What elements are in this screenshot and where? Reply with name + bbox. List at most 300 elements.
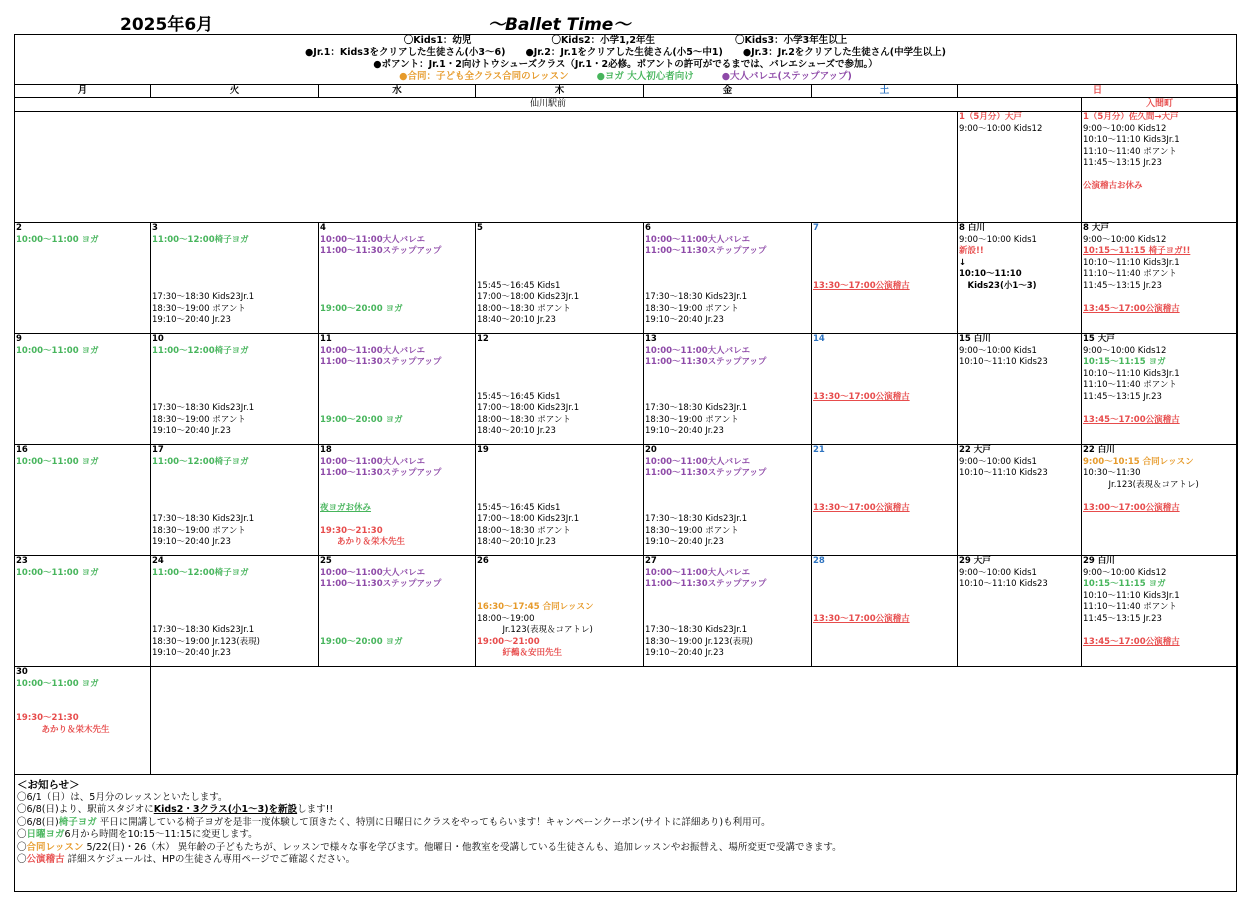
schedule-line: 9:00〜10:00 Kids12 (1083, 234, 1167, 245)
day-cell (1082, 556, 1238, 667)
day-label: 11 (320, 334, 332, 344)
schedule-line (152, 591, 318, 603)
day-cell (476, 334, 644, 445)
schedule-line: 18:40〜20:10 Jr.23 (477, 426, 556, 436)
schedule-line: 10:10〜11:10 Kids23 (959, 468, 1048, 478)
day-label: 10 (152, 334, 164, 344)
day-label: 22 白川 (1083, 445, 1115, 455)
schedule-line: 19:00〜20:00 ヨガ (320, 636, 403, 647)
day-cell (644, 556, 812, 667)
schedule-line (16, 690, 150, 702)
schedule-line: 9:00〜10:00 Kids1 (959, 345, 1037, 356)
schedule-line: 19:10〜20:40 Jr.23 (152, 315, 231, 325)
schedule-line: 18:30〜19:00 Jr.123(表現) (645, 636, 753, 647)
schedule-line: 15:45〜16:45 Kids1 (477, 391, 561, 402)
schedule-line (813, 269, 957, 281)
schedule-line (477, 369, 643, 381)
schedule-line: 10:00〜11:00大人バレエ (645, 456, 751, 467)
week-row (15, 334, 1238, 445)
schedule-line: 11:00〜12:00椅子ヨガ (152, 345, 249, 356)
schedule-line (645, 392, 811, 404)
schedule-line (645, 480, 811, 492)
schedule-line: 18:00〜18:30 ポアント (477, 414, 571, 425)
schedule-line: 10:15〜11:15 ヨガ (1083, 579, 1166, 589)
schedule-line (477, 357, 643, 369)
schedule-line: 11:00〜11:30ステップアップ (645, 357, 767, 367)
schedule-line: 13:45〜17:00公演稽古 (1083, 303, 1180, 314)
schedule-line: 10:00〜11:00 ヨガ (16, 234, 99, 245)
legend-joint: ●合同：子ども全クラス合同のレッスン (399, 71, 569, 82)
schedule-line: 19:30〜21:30 (16, 713, 79, 723)
day-cell (151, 556, 319, 667)
schedule-line: 夜ヨガお休み (320, 502, 372, 513)
schedule-line (320, 281, 475, 293)
schedule-line: 11:00〜11:30ステップアップ (320, 468, 442, 478)
schedule-line: 10:15〜11:15 椅子ヨガ!! (1083, 246, 1191, 256)
schedule-line (645, 602, 811, 614)
schedule-line (813, 468, 957, 480)
schedule-line: 9:00〜10:15 合同レッスン (1083, 456, 1194, 467)
week-row (15, 445, 1238, 556)
schedule-line: 19:30〜21:30 (320, 525, 383, 536)
schedule-line (152, 480, 318, 492)
schedule-line (813, 380, 957, 392)
day-cell (15, 334, 151, 445)
schedule-line: 10:00〜11:00大人バレエ (645, 345, 751, 356)
schedule-line: 18:30〜19:00 ポアント (152, 525, 246, 536)
schedule-line: 19:10〜20:40 Jr.23 (152, 426, 231, 436)
legend-yoga: ●ヨガ 大人初心者向け (596, 71, 694, 82)
notice-text: 〇 (17, 841, 27, 853)
schedule-line: 10:10〜11:10 (959, 269, 1022, 279)
notice-text: 〇 (17, 829, 27, 840)
legend-jr1: ●Jr.1：Kids3をクリアした生徒さん(小3〜6) (305, 47, 506, 58)
schedule-line (645, 491, 811, 503)
day-cell (958, 223, 1082, 334)
schedule-line (320, 602, 475, 614)
schedule-line: 10:10〜11:10 Kids23 (959, 579, 1048, 589)
week-row (15, 667, 1238, 775)
day-label: 29 大戸 (959, 556, 991, 566)
schedule-line: 公演稽古お休み (1083, 181, 1143, 191)
schedule-line: 9:00〜10:00 Kids12 (1083, 567, 1167, 578)
day-cell (958, 556, 1082, 667)
day-label: 16 (16, 445, 28, 455)
schedule-line (152, 614, 318, 626)
schedule-line: 19:10〜20:40 Jr.23 (645, 426, 724, 436)
schedule-line: 11:00〜11:30ステップアップ (320, 579, 442, 589)
schedule-line: 新設!! (959, 246, 984, 256)
schedule-line (320, 269, 475, 281)
schedule-line: 18:40〜20:10 Jr.23 (477, 315, 556, 325)
notice-text: 椅子ヨガ (58, 816, 97, 828)
day-cell (812, 334, 958, 445)
schedule-line: 13:30〜17:00公演稽古 (813, 280, 910, 291)
schedule-line: 11:00〜12:00椅子ヨガ (152, 456, 249, 467)
notice-text: 5/22(日)・26（木） 異年齢の子どもたちが、レッスンで様々な事を学びます。他曜日・他教室を受講している生徒さんも、追加レッスンやお振替え、場所変更で受講できます。 (83, 841, 842, 853)
schedule-line: 18:30〜19:00 ポアント (645, 303, 739, 314)
notice-text: 詳細スケジュールは、HPの生徒さん専用ページでご確認ください。 (64, 854, 356, 865)
day-cell (15, 223, 151, 334)
schedule-line: 13:00〜17:00公演稽古 (1083, 502, 1180, 513)
schedule-line: 18:30〜19:00 ポアント (152, 414, 246, 425)
location-row (15, 98, 1238, 112)
schedule-line (645, 380, 811, 392)
schedule-line: 15:45〜16:45 Kids1 (477, 502, 561, 513)
day-label: 3 (152, 223, 158, 233)
day-cell (1082, 445, 1238, 556)
day-cell (319, 556, 476, 667)
day-cell (1082, 112, 1238, 223)
weekday-wed: 水 (319, 85, 476, 98)
schedule-line: 16:30〜17:45 合同レッスン (477, 602, 594, 612)
week-row (15, 223, 1238, 334)
day-cell (958, 445, 1082, 556)
notice-line (17, 792, 1238, 805)
schedule-line (320, 625, 475, 637)
day-cell (15, 556, 151, 667)
schedule-line (152, 392, 318, 404)
day-label: 6 (645, 223, 651, 233)
schedule-line (645, 258, 811, 270)
schedule-line (477, 480, 643, 492)
schedule-line: 11:00〜11:30ステップアップ (320, 246, 442, 256)
schedule-line: 19:10〜20:40 Jr.23 (152, 648, 231, 658)
schedule-line: 13:30〜17:00公演稽古 (813, 502, 910, 513)
schedule-line: 10:00〜11:00大人バレエ (320, 234, 426, 245)
schedule-line (813, 369, 957, 381)
schedule-line: 10:00〜11:00大人バレエ (320, 345, 426, 356)
schedule-line (477, 579, 643, 591)
day-label: 1（5月分）大戸 (959, 112, 1022, 122)
schedule-line: 17:30〜18:30 Kids23Jr.1 (645, 514, 748, 524)
schedule-line: 10:00〜11:00大人バレエ (320, 456, 426, 467)
schedule-line (152, 491, 318, 503)
schedule-line: 11:10〜11:40 ポアント (1083, 146, 1177, 157)
schedule-line: 10:00〜11:00 ヨガ (16, 678, 99, 689)
schedule-line: 10:00〜11:00 ヨガ (16, 567, 99, 578)
schedule-line (645, 369, 811, 381)
day-label: 25 (320, 556, 332, 566)
schedule-line (477, 591, 643, 603)
schedule-line: 10:10〜11:10 Kids23 (959, 357, 1048, 367)
schedule-line: Jr.123(表現＆コアトレ) (477, 625, 593, 635)
schedule-line (645, 281, 811, 293)
day-label: 14 (813, 334, 825, 344)
schedule-line (320, 292, 475, 304)
schedule-line (813, 591, 957, 603)
schedule-line: 19:00〜21:00 (477, 636, 540, 647)
schedule-line: 17:30〜18:30 Kids23Jr.1 (645, 292, 748, 302)
schedule-line (813, 480, 957, 492)
schedule-line (813, 457, 957, 469)
schedule-line (320, 591, 475, 603)
schedule-line (477, 380, 643, 392)
location-sunday: 入間町 (1082, 98, 1238, 112)
legend-kids2: 〇Kids2：小学1,2年生 (551, 35, 655, 46)
schedule-line (320, 403, 475, 415)
schedule-line (152, 357, 318, 369)
schedule-line (152, 380, 318, 392)
schedule-line (477, 258, 643, 270)
schedule-line: 11:10〜11:40 ポアント (1083, 380, 1177, 390)
day-cell (1082, 334, 1238, 445)
legend-jr3: ●Jr.3：Jr.2をクリアした生徒さん(中学生以上) (742, 47, 946, 58)
notice-text: 〇6/1（日）は、5月分のレッスンといたします。 (17, 791, 228, 803)
schedule-line: 11:00〜11:30ステップアップ (645, 579, 767, 589)
schedule-line: 18:00〜19:00 (477, 613, 535, 624)
schedule-line: 9:00〜10:00 Kids1 (959, 567, 1037, 578)
schedule-line (320, 369, 475, 381)
schedule-line: 11:10〜11:40 ポアント (1083, 269, 1177, 279)
notice-text: 〇6/8(日) (17, 816, 59, 828)
day-label: 29 白川 (1083, 556, 1115, 566)
schedule-line: 11:00〜12:00椅子ヨガ (152, 234, 249, 245)
empty-cell (15, 112, 958, 223)
notice-text: 〇 (17, 854, 27, 865)
day-cell (958, 334, 1082, 445)
day-label: 26 (477, 556, 489, 566)
schedule-line: 11:45〜13:15 Jr.23 (1083, 280, 1162, 291)
week-row (15, 112, 1238, 223)
schedule-line: 17:00〜18:00 Kids23Jr.1 (477, 403, 580, 413)
day-label: 28 (813, 556, 825, 566)
schedule-line: 18:00〜18:30 ポアント (477, 303, 571, 314)
schedule-line: 17:30〜18:30 Kids23Jr.1 (152, 292, 255, 302)
schedule-line: 19:00〜20:00 ヨガ (320, 303, 403, 314)
schedule-line (645, 503, 811, 515)
day-cell (812, 445, 958, 556)
schedule-line (152, 579, 318, 591)
legend-kids3: 〇Kids3：小学3年生以上 (734, 35, 848, 46)
schedule-line: 11:00〜11:30ステップアップ (645, 468, 767, 478)
schedule-line (1083, 625, 1237, 637)
schedule-line (1083, 170, 1237, 182)
weekday-tue: 火 (151, 85, 319, 98)
schedule-line: 17:30〜18:30 Kids23Jr.1 (152, 514, 255, 524)
schedule-line (813, 579, 957, 591)
weekday-header-row (15, 85, 1238, 98)
schedule-line (320, 480, 475, 492)
schedule-line: 13:45〜17:00公演稽古 (1083, 414, 1180, 425)
schedule-line: 10:10〜11:10 Kids3Jr.1 (1083, 135, 1180, 145)
day-cell (319, 334, 476, 445)
notice-line (17, 804, 1238, 817)
notice-text: 〇6/8(日)より、駅前スタジオに (17, 804, 154, 815)
day-cell (476, 445, 644, 556)
day-cell (476, 223, 644, 334)
location-weekday: 仙川駅前 (15, 98, 1082, 112)
page-title-date: 2025年6月 (120, 15, 214, 35)
page-title: 〜Ballet Time〜 (488, 15, 631, 35)
schedule-line: あかり＆栄木先生 (320, 537, 406, 547)
day-cell (15, 445, 151, 556)
schedule-line (152, 258, 318, 270)
schedule-line: 19:10〜20:40 Jr.23 (645, 648, 724, 658)
schedule-line (16, 702, 150, 714)
day-label: 27 (645, 556, 657, 566)
schedule-line: 10:00〜11:00大人バレエ (645, 567, 751, 578)
day-label: 9 (16, 334, 22, 344)
day-label: 19 (477, 445, 489, 455)
notice-text: 6月から時間を10:15〜11:15に変更します。 (64, 829, 258, 840)
weekday-sat: 土 (812, 85, 958, 98)
schedule-line: 13:45〜17:00公演稽古 (1083, 636, 1180, 647)
day-cell (644, 334, 812, 445)
day-label: 1（5月分）佐久間→大戸 (1083, 112, 1179, 122)
schedule-line: 18:00〜18:30 ポアント (477, 525, 571, 536)
day-cell (644, 445, 812, 556)
schedule-line (320, 258, 475, 270)
schedule-line: 10:10〜11:10 Kids3Jr.1 (1083, 590, 1180, 601)
schedule-line (477, 235, 643, 247)
schedule-line: あかり＆栄木先生 (16, 724, 110, 735)
schedule-line (645, 614, 811, 626)
schedule-line: 10:00〜11:00大人バレエ (645, 234, 751, 245)
schedule-line (152, 369, 318, 381)
schedule-line: 19:00〜20:00 ヨガ (320, 414, 403, 425)
schedule-line: 10:00〜11:00 ヨガ (16, 456, 99, 467)
empty-cell (151, 667, 1238, 775)
schedule-line: 9:00〜10:00 Kids12 (1083, 345, 1167, 356)
schedule-line: 紆鵺＆安田先生 (477, 648, 563, 658)
schedule-line (477, 269, 643, 281)
schedule-line: Jr.123(表現＆コアトレ) (1083, 479, 1199, 490)
schedule-line: 9:00〜10:00 Kids12 (1083, 123, 1167, 134)
schedule-line (813, 235, 957, 247)
schedule-line: 11:00〜11:30ステップアップ (320, 357, 442, 367)
schedule-line: 19:10〜20:40 Jr.23 (645, 537, 724, 547)
schedule-line: 19:10〜20:40 Jr.23 (152, 537, 231, 547)
schedule-line (1083, 403, 1237, 415)
schedule-line (813, 357, 957, 369)
weekday-mon: 月 (15, 85, 151, 98)
schedule-line: 10:00〜11:00大人バレエ (320, 567, 426, 578)
day-label: 30 (16, 667, 28, 677)
day-label: 8 白川 (959, 223, 985, 233)
schedule-line (320, 514, 475, 526)
day-cell (319, 223, 476, 334)
notice-line (17, 842, 1238, 855)
schedule-line (1083, 292, 1237, 304)
day-label: 21 (813, 445, 825, 455)
schedule-line (152, 269, 318, 281)
schedule-line (477, 491, 643, 503)
schedule-line (152, 602, 318, 614)
schedule-line (320, 380, 475, 392)
day-label: 8 大戸 (1083, 223, 1109, 233)
schedule-line: 19:10〜20:40 Jr.23 (645, 315, 724, 325)
notice-line (17, 817, 1238, 830)
schedule-line (320, 614, 475, 626)
day-label: 15 大戸 (1083, 334, 1115, 344)
schedule-line (152, 281, 318, 293)
schedule-line: 17:00〜18:00 Kids23Jr.1 (477, 514, 580, 524)
weekday-sun: 日 (958, 85, 1238, 98)
day-cell (151, 334, 319, 445)
schedule-line (152, 468, 318, 480)
day-cell (812, 223, 958, 334)
schedule-line (813, 568, 957, 580)
notice-text: 公演稽古 (26, 854, 65, 865)
schedule-line (477, 568, 643, 580)
schedule-frame (14, 34, 1237, 892)
schedule-line: 11:00〜11:30ステップアップ (645, 246, 767, 256)
day-label: 7 (813, 223, 819, 233)
schedule-line (477, 246, 643, 258)
schedule-line: 10:10〜11:10 Kids3Jr.1 (1083, 368, 1180, 379)
schedule-line: 10:00〜11:00 ヨガ (16, 345, 99, 356)
day-label: 23 (16, 556, 28, 566)
schedule-line (477, 468, 643, 480)
legend-adult-ballet: ●大人バレエ(ステップアップ) (721, 71, 852, 82)
schedule-line (645, 269, 811, 281)
schedule-line (320, 491, 475, 503)
day-cell (476, 556, 644, 667)
week-row (15, 556, 1238, 667)
schedule-line: 17:30〜18:30 Kids23Jr.1 (645, 625, 748, 635)
schedule-line: ↓ (959, 257, 967, 268)
day-label: 4 (320, 223, 326, 233)
day-cell (812, 556, 958, 667)
weekday-thu: 木 (476, 85, 644, 98)
schedule-line: 11:45〜13:15 Jr.23 (1083, 391, 1162, 402)
day-cell (958, 112, 1082, 223)
class-legend (15, 35, 1236, 85)
schedule-line (152, 246, 318, 258)
schedule-line (813, 258, 957, 270)
schedule-line (1083, 491, 1237, 503)
legend-kids1: 〇Kids1：幼児 (403, 35, 472, 46)
notice-text: 日曜ヨガ (26, 829, 65, 840)
notice-line (17, 829, 1238, 842)
day-cell (319, 445, 476, 556)
calendar-table (14, 84, 1238, 775)
day-label: 20 (645, 445, 657, 455)
schedule-line: 18:30〜19:00 ポアント (645, 525, 739, 536)
notice-text: Kids2・3クラス(小1〜3)を新設 (153, 804, 298, 815)
schedule-line (813, 602, 957, 614)
notice-text: 合同レッスン (26, 841, 84, 853)
day-label: 22 大戸 (959, 445, 991, 455)
schedule-line: 10:10〜11:10 Kids3Jr.1 (1083, 257, 1180, 268)
schedule-line: 10:30〜11:30 (1083, 468, 1141, 478)
schedule-line (320, 392, 475, 404)
notice-text: します!! (297, 804, 334, 815)
schedule-line (152, 503, 318, 515)
day-cell (151, 445, 319, 556)
schedule-line: 18:30〜19:00 Jr.123(表現) (152, 636, 260, 647)
schedule-line (645, 591, 811, 603)
schedule-line: 11:10〜11:40 ポアント (1083, 602, 1177, 612)
schedule-line: 17:30〜18:30 Kids23Jr.1 (152, 625, 255, 635)
day-cell (644, 223, 812, 334)
day-label: 5 (477, 223, 483, 233)
day-label: 18 (320, 445, 332, 455)
notice-section (15, 777, 1240, 869)
day-cell (1082, 223, 1238, 334)
notice-title: ＜お知らせ＞ (17, 779, 80, 791)
day-cell (151, 223, 319, 334)
day-label: 12 (477, 334, 489, 344)
schedule-line: 18:40〜20:10 Jr.23 (477, 537, 556, 547)
schedule-line: 9:00〜10:00 Kids12 (959, 123, 1043, 134)
schedule-line: 17:00〜18:00 Kids23Jr.1 (477, 292, 580, 302)
notice-lines (17, 792, 1238, 867)
schedule-line: 13:30〜17:00公演稽古 (813, 391, 910, 402)
schedule-line: 13:30〜17:00公演稽古 (813, 613, 910, 624)
schedule-line: 18:30〜19:00 ポアント (152, 303, 246, 314)
